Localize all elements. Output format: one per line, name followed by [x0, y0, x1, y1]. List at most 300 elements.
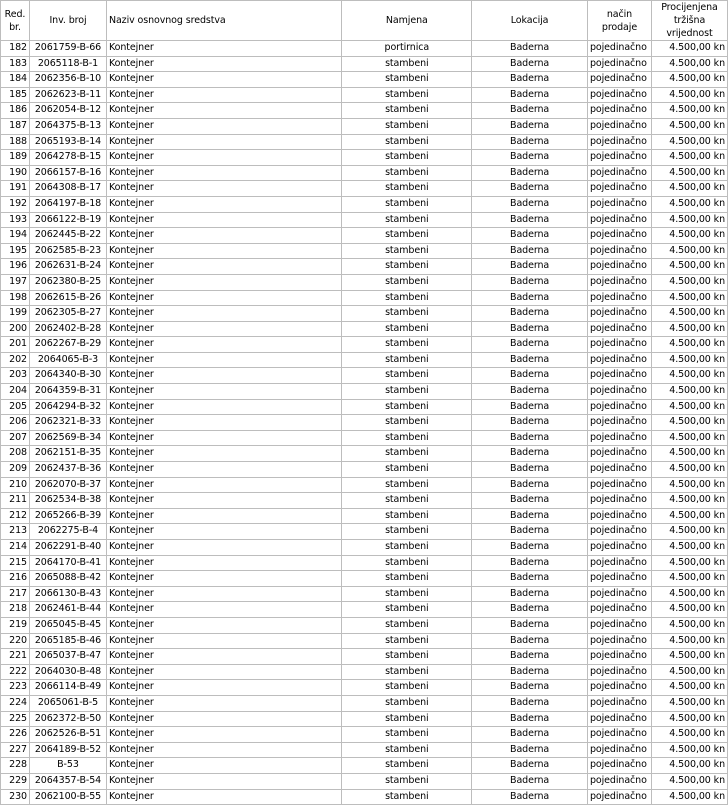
table-row	[1, 493, 728, 509]
cell-nacin-prodaje: pojedinačno	[588, 352, 652, 368]
cell-namjena: stambeni	[342, 321, 472, 337]
cell-naziv: Kontejner	[106, 633, 341, 649]
cell-lokacija: Baderna	[472, 306, 588, 322]
cell-nacin-prodaje: pojedinačno	[588, 415, 652, 431]
cell-red-br: 213	[1, 524, 30, 540]
table-row	[1, 602, 728, 618]
cell-naziv: Kontejner	[106, 430, 341, 446]
header-row	[1, 1, 728, 41]
cell-naziv: Kontejner	[106, 602, 341, 618]
cell-red-br: 185	[1, 87, 30, 103]
cell-naziv: Kontejner	[106, 415, 341, 431]
cell-inv-broj: 2064357-B-54	[29, 773, 106, 789]
cell-lokacija: Baderna	[472, 274, 588, 290]
cell-red-br: 215	[1, 555, 30, 571]
cell-red-br: 193	[1, 212, 30, 228]
cell-naziv: Kontejner	[106, 259, 341, 275]
header-lokacija: Lokacija	[472, 1, 588, 41]
cell-inv-broj: 2062445-B-22	[29, 228, 106, 244]
cell-inv-broj: 2062623-B-11	[29, 87, 106, 103]
cell-red-br: 201	[1, 337, 30, 353]
table-row	[1, 337, 728, 353]
cell-namjena: stambeni	[342, 134, 472, 150]
cell-naziv: Kontejner	[106, 196, 341, 212]
cell-naziv: Kontejner	[106, 446, 341, 462]
cell-inv-broj: 2066122-B-19	[29, 212, 106, 228]
cell-naziv: Kontejner	[106, 493, 341, 509]
cell-inv-broj: 2065118-B-1	[29, 56, 106, 72]
cell-nacin-prodaje: pojedinačno	[588, 695, 652, 711]
cell-inv-broj: 2065061-B-5	[29, 695, 106, 711]
cell-inv-broj: 2062070-B-37	[29, 477, 106, 493]
cell-namjena: stambeni	[342, 633, 472, 649]
cell-naziv: Kontejner	[106, 321, 341, 337]
table-row	[1, 633, 728, 649]
cell-namjena: stambeni	[342, 695, 472, 711]
cell-nacin-prodaje: pojedinačno	[588, 477, 652, 493]
cell-namjena: portirnica	[342, 41, 472, 57]
cell-vrijednost: 4.500,00 kn	[651, 196, 727, 212]
cell-nacin-prodaje: pojedinačno	[588, 742, 652, 758]
cell-nacin-prodaje: pojedinačno	[588, 41, 652, 57]
cell-namjena: stambeni	[342, 274, 472, 290]
cell-lokacija: Baderna	[472, 508, 588, 524]
cell-inv-broj: 2062615-B-26	[29, 290, 106, 306]
cell-red-br: 228	[1, 758, 30, 774]
cell-red-br: 195	[1, 243, 30, 259]
cell-vrijednost: 4.500,00 kn	[651, 617, 727, 633]
table-row	[1, 134, 728, 150]
cell-vrijednost: 4.500,00 kn	[651, 150, 727, 166]
cell-nacin-prodaje: pojedinačno	[588, 259, 652, 275]
cell-namjena: stambeni	[342, 462, 472, 478]
cell-red-br: 219	[1, 617, 30, 633]
table-row	[1, 773, 728, 789]
cell-namjena: stambeni	[342, 352, 472, 368]
cell-red-br: 194	[1, 228, 30, 244]
cell-lokacija: Baderna	[472, 41, 588, 57]
cell-namjena: stambeni	[342, 165, 472, 181]
cell-namjena: stambeni	[342, 727, 472, 743]
cell-lokacija: Baderna	[472, 524, 588, 540]
cell-nacin-prodaje: pojedinačno	[588, 446, 652, 462]
cell-naziv: Kontejner	[106, 337, 341, 353]
cell-namjena: stambeni	[342, 72, 472, 88]
table-row	[1, 56, 728, 72]
cell-lokacija: Baderna	[472, 243, 588, 259]
cell-lokacija: Baderna	[472, 462, 588, 478]
cell-naziv: Kontejner	[106, 352, 341, 368]
cell-lokacija: Baderna	[472, 399, 588, 415]
cell-inv-broj: 2064197-B-18	[29, 196, 106, 212]
table-row	[1, 150, 728, 166]
cell-vrijednost: 4.500,00 kn	[651, 680, 727, 696]
table-row	[1, 508, 728, 524]
cell-naziv: Kontejner	[106, 649, 341, 665]
cell-red-br: 220	[1, 633, 30, 649]
cell-vrijednost: 4.500,00 kn	[651, 103, 727, 119]
cell-nacin-prodaje: pojedinačno	[588, 649, 652, 665]
cell-namjena: stambeni	[342, 571, 472, 587]
cell-namjena: stambeni	[342, 773, 472, 789]
cell-nacin-prodaje: pojedinačno	[588, 617, 652, 633]
cell-lokacija: Baderna	[472, 711, 588, 727]
cell-vrijednost: 4.500,00 kn	[651, 695, 727, 711]
cell-vrijednost: 4.500,00 kn	[651, 165, 727, 181]
table-row	[1, 664, 728, 680]
cell-nacin-prodaje: pojedinačno	[588, 103, 652, 119]
cell-nacin-prodaje: pojedinačno	[588, 228, 652, 244]
cell-namjena: stambeni	[342, 212, 472, 228]
table-row	[1, 586, 728, 602]
cell-inv-broj: 2062151-B-35	[29, 446, 106, 462]
cell-naziv: Kontejner	[106, 103, 341, 119]
table-row	[1, 789, 728, 805]
cell-vrijednost: 4.500,00 kn	[651, 711, 727, 727]
cell-nacin-prodaje: pojedinačno	[588, 337, 652, 353]
cell-nacin-prodaje: pojedinačno	[588, 212, 652, 228]
cell-naziv: Kontejner	[106, 306, 341, 322]
table-row	[1, 368, 728, 384]
cell-namjena: stambeni	[342, 181, 472, 197]
cell-vrijednost: 4.500,00 kn	[651, 384, 727, 400]
cell-vrijednost: 4.500,00 kn	[651, 290, 727, 306]
cell-naziv: Kontejner	[106, 477, 341, 493]
cell-red-br: 191	[1, 181, 30, 197]
cell-vrijednost: 4.500,00 kn	[651, 555, 727, 571]
cell-vrijednost: 4.500,00 kn	[651, 773, 727, 789]
cell-namjena: stambeni	[342, 540, 472, 556]
table-row	[1, 524, 728, 540]
cell-namjena: stambeni	[342, 555, 472, 571]
cell-inv-broj: 2062267-B-29	[29, 337, 106, 353]
table-row	[1, 41, 728, 57]
cell-vrijednost: 4.500,00 kn	[651, 415, 727, 431]
table-row	[1, 462, 728, 478]
cell-lokacija: Baderna	[472, 72, 588, 88]
cell-nacin-prodaje: pojedinačno	[588, 727, 652, 743]
cell-namjena: stambeni	[342, 399, 472, 415]
cell-inv-broj: 2062526-B-51	[29, 727, 106, 743]
table-row	[1, 290, 728, 306]
cell-nacin-prodaje: pojedinačno	[588, 165, 652, 181]
table-row	[1, 477, 728, 493]
cell-nacin-prodaje: pojedinačno	[588, 134, 652, 150]
header-nacin-prodaje: način prodaje	[588, 1, 652, 41]
cell-naziv: Kontejner	[106, 87, 341, 103]
cell-namjena: stambeni	[342, 384, 472, 400]
cell-lokacija: Baderna	[472, 680, 588, 696]
cell-red-br: 192	[1, 196, 30, 212]
cell-vrijednost: 4.500,00 kn	[651, 742, 727, 758]
cell-namjena: stambeni	[342, 711, 472, 727]
cell-vrijednost: 4.500,00 kn	[651, 259, 727, 275]
cell-lokacija: Baderna	[472, 727, 588, 743]
cell-naziv: Kontejner	[106, 571, 341, 587]
table-row	[1, 695, 728, 711]
cell-namjena: stambeni	[342, 664, 472, 680]
cell-naziv: Kontejner	[106, 680, 341, 696]
cell-nacin-prodaje: pojedinačno	[588, 321, 652, 337]
cell-naziv: Kontejner	[106, 773, 341, 789]
table-row	[1, 540, 728, 556]
cell-red-br: 200	[1, 321, 30, 337]
cell-nacin-prodaje: pojedinačno	[588, 524, 652, 540]
cell-inv-broj: 2062305-B-27	[29, 306, 106, 322]
cell-naziv: Kontejner	[106, 274, 341, 290]
cell-lokacija: Baderna	[472, 586, 588, 602]
cell-naziv: Kontejner	[106, 368, 341, 384]
cell-namjena: stambeni	[342, 446, 472, 462]
table-row	[1, 711, 728, 727]
cell-vrijednost: 4.500,00 kn	[651, 789, 727, 805]
cell-naziv: Kontejner	[106, 540, 341, 556]
cell-naziv: Kontejner	[106, 586, 341, 602]
cell-namjena: stambeni	[342, 586, 472, 602]
cell-naziv: Kontejner	[106, 508, 341, 524]
cell-inv-broj: 2062402-B-28	[29, 321, 106, 337]
table-row	[1, 72, 728, 88]
cell-inv-broj: 2062569-B-34	[29, 430, 106, 446]
cell-naziv: Kontejner	[106, 789, 341, 805]
cell-namjena: stambeni	[342, 493, 472, 509]
cell-naziv: Kontejner	[106, 617, 341, 633]
cell-red-br: 203	[1, 368, 30, 384]
table-row	[1, 430, 728, 446]
cell-nacin-prodaje: pojedinačno	[588, 274, 652, 290]
cell-red-br: 230	[1, 789, 30, 805]
cell-red-br: 202	[1, 352, 30, 368]
cell-namjena: stambeni	[342, 228, 472, 244]
cell-red-br: 221	[1, 649, 30, 665]
cell-lokacija: Baderna	[472, 649, 588, 665]
cell-vrijednost: 4.500,00 kn	[651, 337, 727, 353]
cell-nacin-prodaje: pojedinačno	[588, 118, 652, 134]
cell-lokacija: Baderna	[472, 742, 588, 758]
cell-red-br: 222	[1, 664, 30, 680]
header-red-br: Red. br.	[1, 1, 30, 41]
cell-namjena: stambeni	[342, 524, 472, 540]
cell-inv-broj: 2062631-B-24	[29, 259, 106, 275]
cell-lokacija: Baderna	[472, 477, 588, 493]
cell-nacin-prodaje: pojedinačno	[588, 711, 652, 727]
cell-naziv: Kontejner	[106, 72, 341, 88]
cell-lokacija: Baderna	[472, 56, 588, 72]
table-row	[1, 680, 728, 696]
cell-red-br: 217	[1, 586, 30, 602]
table-row	[1, 165, 728, 181]
cell-nacin-prodaje: pojedinačno	[588, 399, 652, 415]
cell-namjena: stambeni	[342, 196, 472, 212]
cell-red-br: 196	[1, 259, 30, 275]
table-row	[1, 103, 728, 119]
cell-red-br: 214	[1, 540, 30, 556]
cell-vrijednost: 4.500,00 kn	[651, 758, 727, 774]
cell-inv-broj: 2062356-B-10	[29, 72, 106, 88]
cell-vrijednost: 4.500,00 kn	[651, 508, 727, 524]
cell-nacin-prodaje: pojedinačno	[588, 758, 652, 774]
cell-nacin-prodaje: pojedinačno	[588, 384, 652, 400]
cell-inv-broj: B-53	[29, 758, 106, 774]
cell-red-br: 183	[1, 56, 30, 72]
cell-namjena: stambeni	[342, 680, 472, 696]
cell-vrijednost: 4.500,00 kn	[651, 72, 727, 88]
cell-lokacija: Baderna	[472, 555, 588, 571]
cell-naziv: Kontejner	[106, 462, 341, 478]
cell-vrijednost: 4.500,00 kn	[651, 399, 727, 415]
cell-naziv: Kontejner	[106, 384, 341, 400]
cell-red-br: 188	[1, 134, 30, 150]
table-row	[1, 243, 728, 259]
table-row	[1, 399, 728, 415]
cell-lokacija: Baderna	[472, 321, 588, 337]
cell-nacin-prodaje: pojedinačno	[588, 150, 652, 166]
cell-lokacija: Baderna	[472, 633, 588, 649]
cell-namjena: stambeni	[342, 789, 472, 805]
cell-red-br: 226	[1, 727, 30, 743]
cell-namjena: stambeni	[342, 87, 472, 103]
cell-namjena: stambeni	[342, 259, 472, 275]
cell-lokacija: Baderna	[472, 695, 588, 711]
cell-red-br: 186	[1, 103, 30, 119]
cell-nacin-prodaje: pojedinačno	[588, 773, 652, 789]
cell-namjena: stambeni	[342, 243, 472, 259]
cell-namjena: stambeni	[342, 477, 472, 493]
cell-inv-broj: 2062291-B-40	[29, 540, 106, 556]
cell-lokacija: Baderna	[472, 337, 588, 353]
cell-naziv: Kontejner	[106, 399, 341, 415]
cell-inv-broj: 2065266-B-39	[29, 508, 106, 524]
cell-inv-broj: 2062380-B-25	[29, 274, 106, 290]
cell-namjena: stambeni	[342, 415, 472, 431]
cell-namjena: stambeni	[342, 150, 472, 166]
cell-lokacija: Baderna	[472, 540, 588, 556]
cell-red-br: 184	[1, 72, 30, 88]
cell-lokacija: Baderna	[472, 352, 588, 368]
header-vrijednost: Procijenjena tržišna vrijednost	[651, 1, 727, 41]
cell-vrijednost: 4.500,00 kn	[651, 727, 727, 743]
cell-naziv: Kontejner	[106, 228, 341, 244]
cell-red-br: 207	[1, 430, 30, 446]
cell-inv-broj: 2064340-B-30	[29, 368, 106, 384]
cell-lokacija: Baderna	[472, 134, 588, 150]
cell-nacin-prodaje: pojedinačno	[588, 87, 652, 103]
cell-red-br: 199	[1, 306, 30, 322]
cell-red-br: 223	[1, 680, 30, 696]
cell-nacin-prodaje: pojedinačno	[588, 430, 652, 446]
cell-lokacija: Baderna	[472, 493, 588, 509]
cell-inv-broj: 2066130-B-43	[29, 586, 106, 602]
cell-lokacija: Baderna	[472, 789, 588, 805]
cell-naziv: Kontejner	[106, 524, 341, 540]
cell-red-br: 204	[1, 384, 30, 400]
cell-vrijednost: 4.500,00 kn	[651, 462, 727, 478]
cell-vrijednost: 4.500,00 kn	[651, 493, 727, 509]
table-row	[1, 758, 728, 774]
cell-inv-broj: 2064294-B-32	[29, 399, 106, 415]
table-row	[1, 649, 728, 665]
cell-red-br: 229	[1, 773, 30, 789]
cell-vrijednost: 4.500,00 kn	[651, 87, 727, 103]
cell-vrijednost: 4.500,00 kn	[651, 181, 727, 197]
cell-nacin-prodaje: pojedinačno	[588, 290, 652, 306]
cell-red-br: 227	[1, 742, 30, 758]
cell-vrijednost: 4.500,00 kn	[651, 352, 727, 368]
cell-red-br: 211	[1, 493, 30, 509]
cell-namjena: stambeni	[342, 617, 472, 633]
cell-vrijednost: 4.500,00 kn	[651, 212, 727, 228]
cell-lokacija: Baderna	[472, 617, 588, 633]
cell-inv-broj: 2064030-B-48	[29, 664, 106, 680]
cell-vrijednost: 4.500,00 kn	[651, 586, 727, 602]
table-row	[1, 742, 728, 758]
table-row	[1, 196, 728, 212]
cell-lokacija: Baderna	[472, 212, 588, 228]
cell-red-br: 209	[1, 462, 30, 478]
cell-lokacija: Baderna	[472, 664, 588, 680]
cell-red-br: 187	[1, 118, 30, 134]
cell-red-br: 182	[1, 41, 30, 57]
cell-vrijednost: 4.500,00 kn	[651, 306, 727, 322]
cell-inv-broj: 2064375-B-13	[29, 118, 106, 134]
cell-nacin-prodaje: pojedinačno	[588, 508, 652, 524]
cell-vrijednost: 4.500,00 kn	[651, 664, 727, 680]
cell-inv-broj: 2061759-B-66	[29, 41, 106, 57]
cell-namjena: stambeni	[342, 337, 472, 353]
cell-inv-broj: 2065193-B-14	[29, 134, 106, 150]
cell-lokacija: Baderna	[472, 571, 588, 587]
cell-red-br: 216	[1, 571, 30, 587]
cell-vrijednost: 4.500,00 kn	[651, 56, 727, 72]
header-inv-broj: Inv. broj	[29, 1, 106, 41]
table-row	[1, 352, 728, 368]
cell-namjena: stambeni	[342, 103, 472, 119]
cell-naziv: Kontejner	[106, 711, 341, 727]
table-row	[1, 446, 728, 462]
cell-namjena: stambeni	[342, 368, 472, 384]
cell-naziv: Kontejner	[106, 56, 341, 72]
cell-inv-broj: 2062275-B-4	[29, 524, 106, 540]
cell-vrijednost: 4.500,00 kn	[651, 321, 727, 337]
cell-naziv: Kontejner	[106, 695, 341, 711]
cell-namjena: stambeni	[342, 306, 472, 322]
cell-nacin-prodaje: pojedinačno	[588, 56, 652, 72]
cell-lokacija: Baderna	[472, 259, 588, 275]
table-row	[1, 321, 728, 337]
header-naziv: Naziv osnovnog sredstva	[106, 1, 341, 41]
cell-lokacija: Baderna	[472, 773, 588, 789]
cell-nacin-prodaje: pojedinačno	[588, 368, 652, 384]
cell-inv-broj: 2062372-B-50	[29, 711, 106, 727]
cell-lokacija: Baderna	[472, 196, 588, 212]
table-row	[1, 228, 728, 244]
cell-namjena: stambeni	[342, 649, 472, 665]
cell-inv-broj: 2062321-B-33	[29, 415, 106, 431]
cell-nacin-prodaje: pojedinačno	[588, 306, 652, 322]
cell-vrijednost: 4.500,00 kn	[651, 368, 727, 384]
cell-namjena: stambeni	[342, 602, 472, 618]
cell-nacin-prodaje: pojedinačno	[588, 602, 652, 618]
cell-nacin-prodaje: pojedinačno	[588, 586, 652, 602]
cell-inv-broj: 2062534-B-38	[29, 493, 106, 509]
cell-namjena: stambeni	[342, 430, 472, 446]
cell-vrijednost: 4.500,00 kn	[651, 477, 727, 493]
cell-vrijednost: 4.500,00 kn	[651, 118, 727, 134]
cell-nacin-prodaje: pojedinačno	[588, 196, 652, 212]
table-row	[1, 415, 728, 431]
cell-nacin-prodaje: pojedinačno	[588, 462, 652, 478]
cell-nacin-prodaje: pojedinačno	[588, 243, 652, 259]
